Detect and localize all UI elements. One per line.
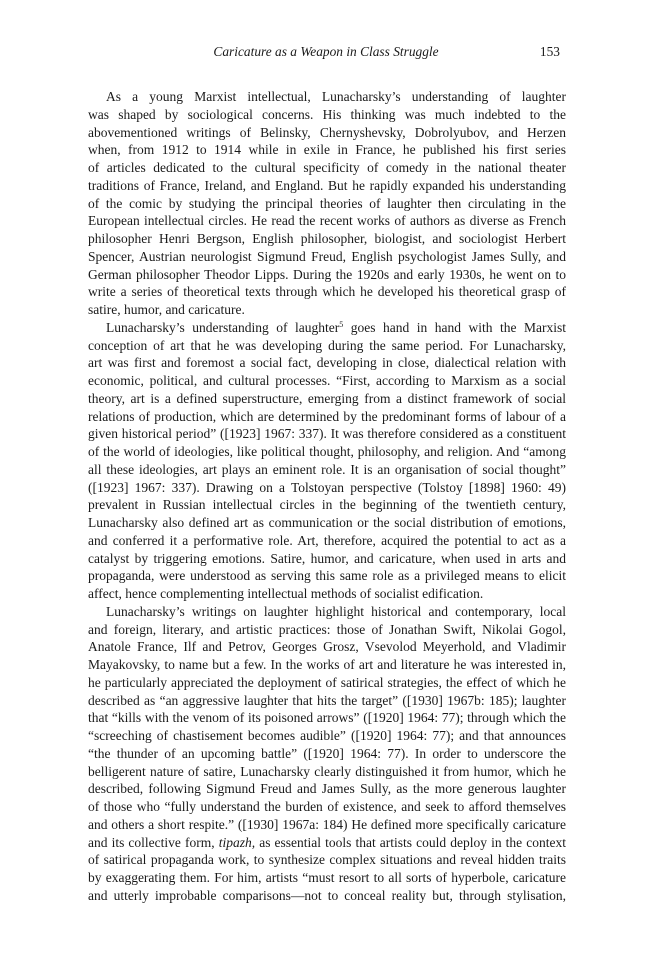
text-line: Spencer, Austrian neurologist Sigmund Freud, English psychologist James Sully, and bbox=[88, 248, 566, 264]
text-line: Mayakovsky, to name but a few. In the works of art and literature he was interested in, bbox=[88, 657, 566, 672]
text-line: Lunacharsky’s writings on laughter highlight historical and contemporary, local bbox=[106, 603, 566, 619]
text-line: economic, political, and cultural processes. “First, according to Marxism as a social bbox=[88, 373, 566, 388]
text-line: of articles dedicated to the cultural specificity of comedy in the national theater bbox=[88, 160, 566, 175]
line-rest: goes hand in hand with the Marxist bbox=[343, 319, 566, 335]
line-start: and its collective form, bbox=[88, 834, 219, 850]
text-line bbox=[88, 319, 566, 337]
text-line: abovementioned writings of Belinsky, Chernyshevsky, Dobrolyubov, and Herzen bbox=[88, 124, 566, 140]
text-line: was shaped by sociological concerns. His thinking was much indebted to the bbox=[88, 106, 566, 122]
text-line: affect, hence complementing intellectual methods of socialist edification. bbox=[88, 586, 484, 601]
text-line: catalyst by triggering emotions. Satire, humor, and caricature, when used in arts and bbox=[88, 550, 566, 566]
page-number: 153 bbox=[539, 44, 560, 59]
text-line: all these ideologies, art plays an eminent role. It is an organisation of social thought” bbox=[88, 461, 566, 477]
text-line: of the comic by studying the principal theories of laughter then circulating in the bbox=[88, 195, 566, 211]
text-line: prevalent in Russian intellectual circles in the beginning of the twentieth century, bbox=[88, 497, 566, 513]
paragraph-1 bbox=[88, 88, 566, 319]
text-line: “the thunder of an upcoming battle” ([1920] 1964: 77). In order to underscore the bbox=[88, 745, 566, 761]
text-line: satire, humor, and caricature. bbox=[88, 302, 245, 317]
text-line: and conferred it a performative role. Art, therefore, acquired the potential to act as a bbox=[88, 532, 566, 548]
text-line: propaganda, were understood as serving this same role as a privileged means to elicit bbox=[88, 568, 566, 584]
text-line: given historical period” ([1923] 1967: 337). It was therefore considered as a constituent bbox=[88, 426, 566, 442]
text-line: German philosopher Theodor Lipps. During the 1920s and early 1930s, he went on to bbox=[88, 266, 566, 282]
text-line: of those who “fully understand the burden of existence, and seek to afford themselves bbox=[88, 799, 566, 814]
body-text bbox=[88, 88, 566, 905]
italic-term: tipazh, bbox=[218, 834, 256, 850]
text-line: belligerent nature of satire, Lunacharsky clearly distinguished it from humor, which he bbox=[88, 763, 566, 779]
text-line: traditions of France, Ireland, and England. But he rapidly expanded his understanding bbox=[88, 177, 566, 193]
text-line: As a young Marxist intellectual, Lunacharsky’s understanding of laughter bbox=[106, 89, 566, 104]
text-line: European intellectual circles. He read the recent works of authors as diverse as French bbox=[88, 213, 566, 229]
text-line: Anatole France, Ilf and Petrov, Georges Grosz, Vsevolod Meyerhold, and Vladimir bbox=[88, 639, 566, 655]
text-line: that “kills with the venom of its poisoned arrows” ([1920] 1964: 77); through which the bbox=[88, 710, 566, 726]
footnote-ref[interactable]: 5 bbox=[339, 319, 344, 329]
text-line: ([1923] 1967: 337). Drawing on a Tolstoyan perspective (Tolstoy [1898] 1960: 49) bbox=[88, 479, 566, 495]
text-line: of the world of ideologies, like political thought, philosophy, and religion. And “among bbox=[88, 444, 566, 459]
paragraph-2 bbox=[88, 319, 566, 603]
text-line: of satirical propaganda work, to synthesize complex situations and reveal hidden traits bbox=[88, 852, 566, 868]
text-line: philosopher Henri Bergson, English philosopher, biologist, and sociologist Herbert bbox=[88, 231, 566, 246]
line-start: Lunacharsky’s understanding of laughter bbox=[106, 319, 340, 335]
line-rest: as essential tools that artists could deploy in the context bbox=[255, 834, 566, 850]
text-line: described, following Sigmund Freud and James Sully, as the more generous laughter bbox=[88, 781, 566, 797]
text-line: conception of art that he was developing during the same period. For Lunacharsky, bbox=[88, 337, 566, 353]
running-title: Caricature as a Weapon in Class Struggle bbox=[213, 44, 439, 59]
running-head bbox=[88, 44, 564, 64]
text-line: described as “an aggressive laughter that hits the target” ([1930] 1967b: 185); laughter bbox=[88, 692, 566, 708]
text-line: “screeching of chastisement becomes audible” ([1920] 1964: 77); and that announces bbox=[88, 728, 566, 743]
text-line: he particularly appreciated the deployment of satirical strategies, the effect of which he bbox=[88, 674, 566, 690]
text-line bbox=[88, 834, 566, 852]
text-line: when, from 1912 to 1914 while in exile in France, he published his first series bbox=[88, 142, 566, 158]
text-line: and others a short respite.” ([1930] 1967a: 184) He defined more specifically caricature bbox=[88, 816, 566, 832]
text-line: art was first and foremost a social fact, developing in close, dialectical relation with bbox=[88, 355, 566, 371]
text-line: and utterly improbable comparisons—not to conceal reality but, through stylisation, bbox=[88, 887, 566, 903]
text-line: by exaggerating them. For him, artists “must resort to all sorts of hyperbole, caricature bbox=[88, 870, 566, 885]
paragraph-3 bbox=[88, 603, 566, 905]
text-line: write a series of theoretical texts through which he developed his theoretical grasp of bbox=[88, 284, 566, 300]
text-line: Lunacharsky also defined art as communication or the social distribution of emotions, bbox=[88, 515, 566, 530]
text-line: relations of production, which are determined by the predominant forms of labour of a bbox=[88, 408, 566, 424]
text-line: theory, art is a defined superstructure, emerging from a distinct framework of social bbox=[88, 390, 566, 406]
text-line: and foreign, literary, and artistic practices: those of Jonathan Swift, Nikolai Gogol, bbox=[88, 621, 566, 637]
